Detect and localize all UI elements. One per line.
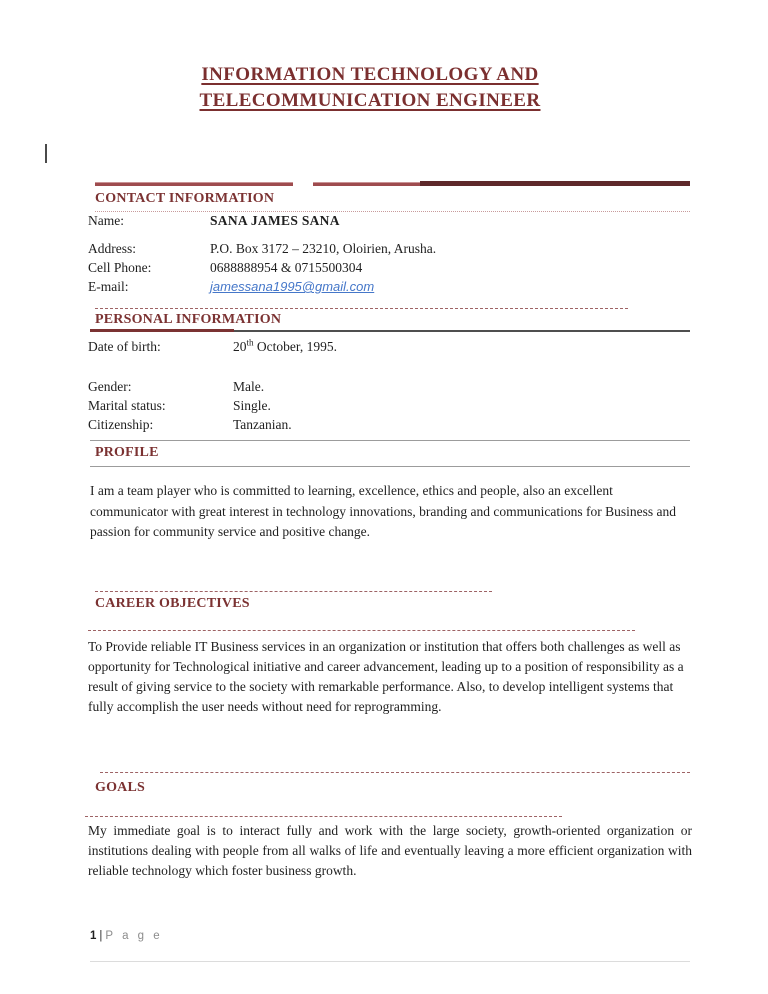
personal-rows [88, 377, 692, 434]
profile-section-heading: PROFILE [95, 445, 159, 460]
marital-label: Marital status: [88, 398, 166, 413]
name-value: SANA JAMES SANA [210, 213, 340, 228]
header-separator [95, 181, 690, 187]
career-bottom-dashed-line [88, 630, 635, 631]
career-paragraph: To Provide reliable IT Business services in an organization or institution that offers both challenges as well as opportunity for Technological initiative and career advancement, leading up to a position of responsibility as a result of giving service to the society with remarkable performance. Also, to develop intelligent systems that fully accomplish the user needs without need for reprogramming. [88, 639, 684, 714]
dob-rest: October, 1995. [253, 339, 337, 354]
gender-value: Male. [233, 379, 265, 394]
personal-section-heading: PERSONAL INFORMATION [95, 312, 282, 327]
profile-bottom-rule [90, 466, 690, 467]
address-value: P.O. Box 3172 – 23210, Oloirien, Arusha. [210, 241, 437, 256]
dob-value [233, 337, 692, 356]
footer-page-word: P a g e [105, 930, 163, 942]
contact-rows [88, 211, 692, 296]
goals-paragraph: My immediate goal is to interact fully and work with the large society, growth-oriented organization or institutions dealing with people from all walks of life and eventually leaving a more efficient organization with reliable technology which foster business growth. [88, 823, 692, 878]
phone-value: 0688888954 & 0715500304 [210, 260, 363, 275]
contact-row-phone [88, 258, 692, 277]
contact-section-heading: CONTACT INFORMATION [95, 191, 690, 212]
name-label: Name: [88, 213, 124, 228]
goals-bottom-dashed-line [85, 816, 562, 817]
contact-row-address [88, 239, 692, 258]
personal-row-marital [88, 396, 692, 415]
career-section-heading: CAREER OBJECTIVES [95, 596, 250, 611]
marital-value: Single. [233, 398, 271, 413]
contact-row-email [88, 277, 692, 296]
goals-top-dashed-line [100, 772, 690, 773]
personal-row-dob [88, 337, 692, 356]
personal-row-gender [88, 377, 692, 396]
personal-heading-underline-gray [234, 330, 690, 332]
personal-heading-underline-maroon [90, 329, 234, 332]
dob-label: Date of birth: [88, 339, 161, 354]
profile-paragraph: I am a team player who is committed to learning, excellence, ethics and people, also an excellent communicator with great interest in technology innovations, branding and communications for Business and passion for community service and positive change. [90, 483, 677, 539]
personal-top-dashed-line [95, 308, 628, 309]
page-footer [90, 930, 163, 942]
document-title [70, 62, 670, 114]
address-label: Address: [88, 241, 136, 256]
dob-ordinal: th [246, 337, 254, 348]
profile-top-rule [90, 440, 690, 441]
email-label: E-mail: [88, 279, 129, 294]
personal-row-citizenship [88, 415, 692, 434]
citizenship-value: Tanzanian. [233, 417, 292, 432]
goals-section-heading: GOALS [95, 780, 146, 795]
text-cursor [45, 144, 47, 163]
separator-segment-middle [313, 182, 420, 186]
career-top-dashed-line [95, 591, 492, 592]
email-link[interactable]: jamessana1995@gmail.com [210, 279, 375, 294]
dob-row-block [88, 337, 692, 356]
separator-segment-left [95, 182, 293, 186]
citizenship-label: Citizenship: [88, 417, 154, 432]
footer-page-number: 1 [90, 930, 97, 942]
footer-rule [90, 961, 690, 962]
contact-row-name [88, 211, 692, 230]
document-title-line2: TELECOMMUNICATION ENGINEER [199, 90, 541, 111]
dob-day: 20 [233, 339, 247, 354]
separator-segment-right [420, 181, 690, 186]
document-title-line1: INFORMATION TECHNOLOGY AND [201, 64, 539, 85]
phone-label: Cell Phone: [88, 260, 152, 275]
footer-divider: | [99, 930, 103, 942]
gender-label: Gender: [88, 379, 132, 394]
